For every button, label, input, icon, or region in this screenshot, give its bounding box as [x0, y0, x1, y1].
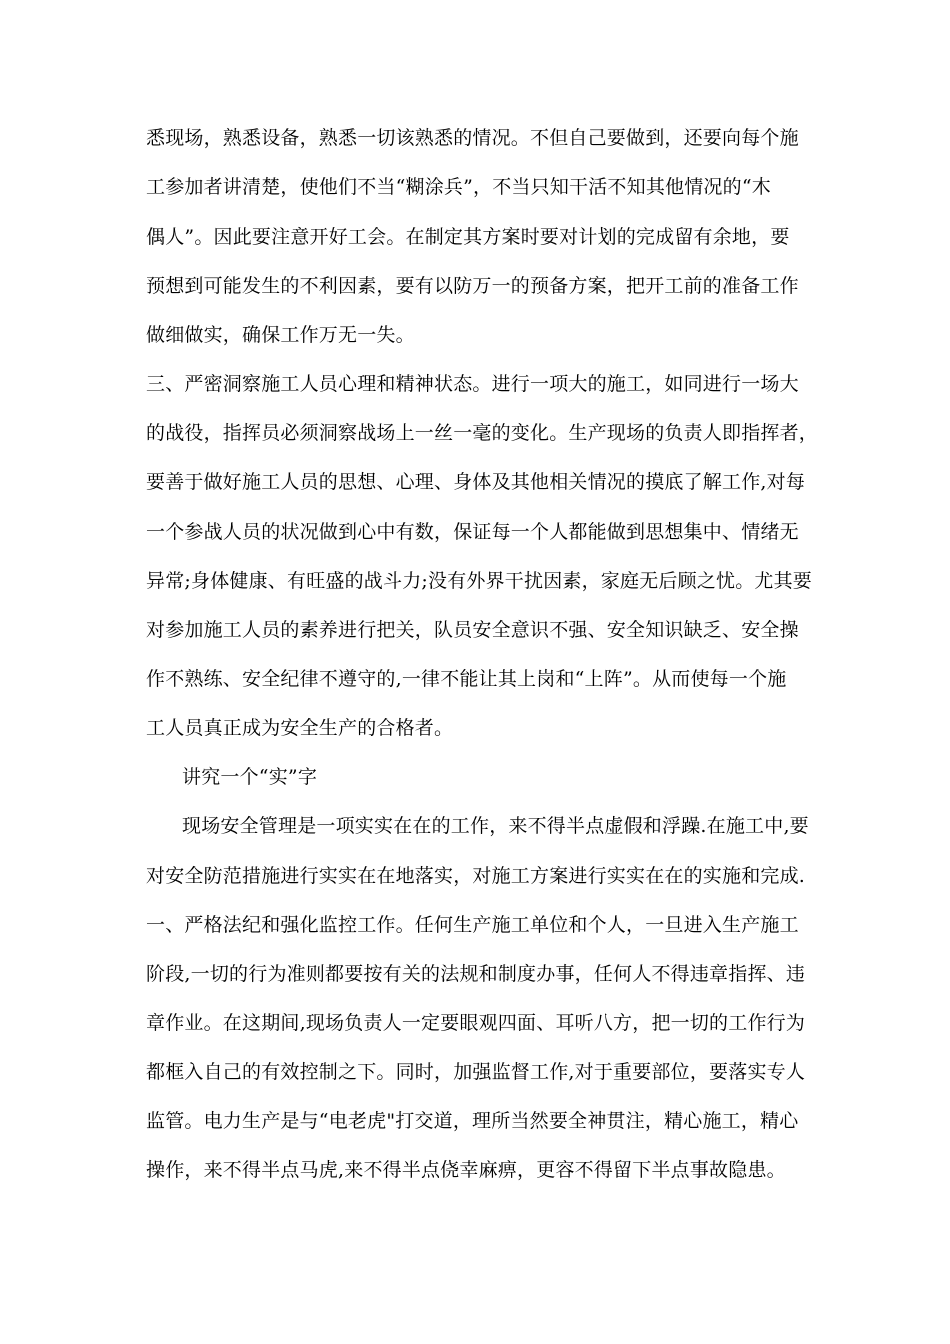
text-line: 三、严密洞察施工人员心理和精神状态。进行一项大的施工，如同进行一场大 [146, 373, 799, 395]
text-line: 一个参战人员的状况做到心中有数，保证每一个人都能做到思想集中、情绪无 [146, 521, 799, 543]
text-line: 现场安全管理是一项实实在在的工作，来不得半点虚假和浮躁.在施工中,要 [182, 815, 809, 837]
text-line: 作不熟练、安全纪律不遵守的,一律不能让其上岗和“上阵”。从而使每一个施 [146, 668, 787, 690]
text-line: 监管。电力生产是与“电老虎"打交道，理所当然要全神贯注，精心施工，精心 [146, 1110, 799, 1132]
text-line: 章作业。在这期间,现场负责人一定要眼观四面、耳听八方，把一切的工作行为 [146, 1012, 806, 1034]
section-heading: 讲究一个“实”字 [182, 766, 318, 788]
text-line: 做细做实，确保工作万无一失。 [146, 324, 415, 346]
text-line: 的战役，指挥员必须洞察战场上一丝一毫的变化。生产现场的负责人即指挥者， [146, 422, 819, 444]
text-line: 异常;身体健康、有旺盛的战斗力;没有外界干扰因素，家庭无后顾之忧。尤其要 [146, 570, 813, 592]
text-line: 对参加施工人员的素养进行把关，队员安全意识不强、安全知识缺乏、安全操 [146, 619, 799, 641]
text-line: 预想到可能发生的不利因素，要有以防万一的预备方案，把开工前的准备工作 [146, 275, 799, 297]
text-line: 一、严格法纪和强化监控工作。任何生产施工单位和个人，一旦进入生产施工 [146, 914, 799, 936]
text-line: 都框入自己的有效控制之下。同时，加强监督工作,对于重要部位，要落实专人 [146, 1061, 806, 1083]
text-line: 阶段,一切的行为准则都要按有关的法规和制度办事，任何人不得违章指挥、违 [146, 963, 806, 985]
text-line: 工参加者讲清楚，使他们不当“糊涂兵”，不当只知干活不知其他情况的“木 [146, 176, 771, 198]
text-line: 对安全防范措施进行实实在在地落实，对施工方案进行实实在在的实施和完成. [146, 865, 806, 887]
text-line: 悉现场，熟悉设备，熟悉一切该熟悉的情况。不但自己要做到，还要向每个施 [146, 127, 799, 149]
text-line: 操作，来不得半点马虎,来不得半点侥幸麻痹，更容不得留下半点事故隐患。 [146, 1159, 786, 1181]
text-line: 要善于做好施工人员的思想、心理、身体及其他相关情况的摸底了解工作,对每 [146, 471, 806, 493]
text-line: 工人员真正成为安全生产的合格者。 [146, 717, 454, 739]
text-line: 偶人”。因此要注意开好工会。在制定其方案时要对计划的完成留有余地，要 [146, 226, 790, 248]
